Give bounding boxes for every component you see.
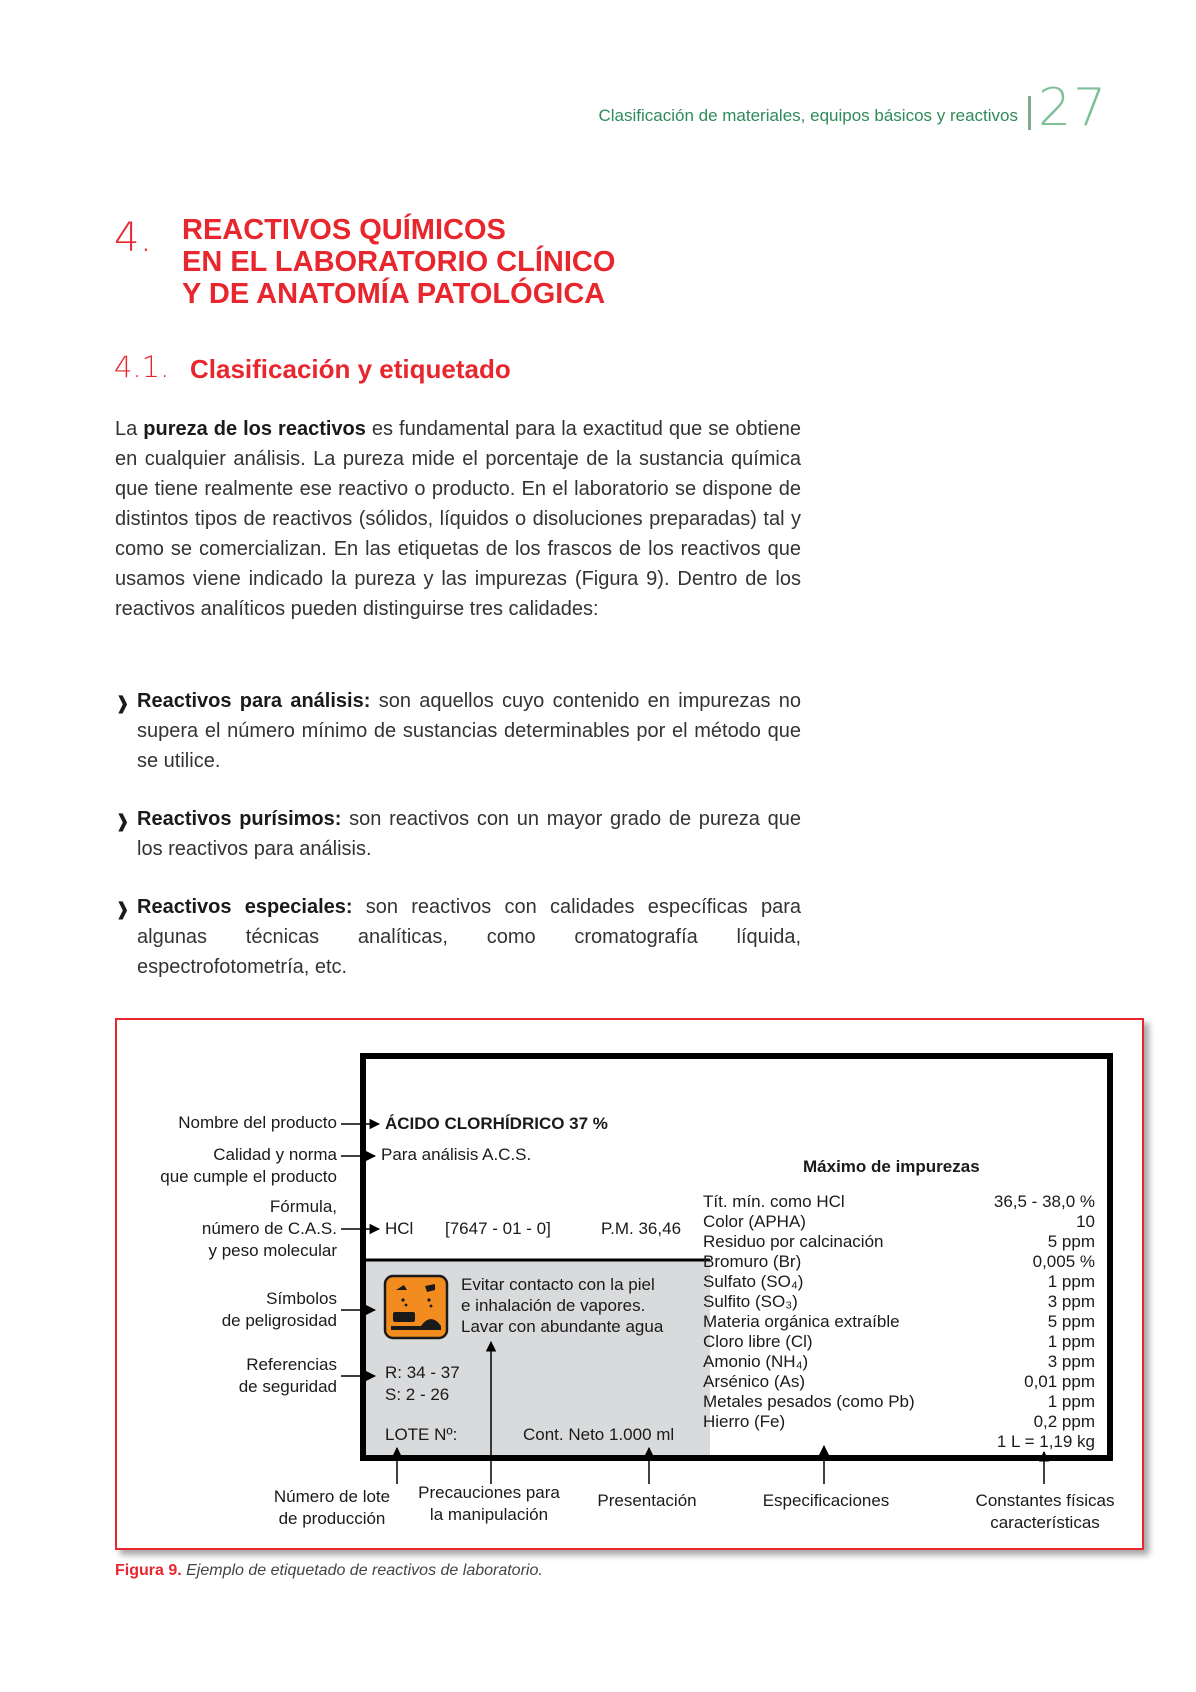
table-row: Sulfito (SO₃) 3 ppm xyxy=(703,1292,1095,1311)
caption-label: Figura 9. xyxy=(115,1562,182,1579)
table-row: Amonio (NH₄) 3 ppm xyxy=(703,1352,1095,1371)
label-product-name: Nombre del producto xyxy=(178,1113,337,1132)
label-symbols: Símbolos de peligrosidad xyxy=(221,1289,337,1330)
bullet-text: son reactivos con calidades específicas para algunas técnicas analíticas, como cromatografía líquida, espectrofotometría, etc. xyxy=(137,896,801,978)
chapter-number: 4. xyxy=(114,215,153,261)
list-item xyxy=(115,804,801,864)
impurities-table xyxy=(703,1192,1095,1452)
page-rule xyxy=(1028,96,1031,130)
table-row: Hierro (Fe) 0,2 ppm xyxy=(703,1412,1095,1431)
product-quality: Para análisis A.C.S. xyxy=(381,1145,532,1164)
product-name: ÁCIDO CLORHÍDRICO 37 % xyxy=(385,1114,608,1133)
table-row xyxy=(703,1432,1095,1452)
section-number: 4.1. xyxy=(114,350,170,384)
intro-paragraph xyxy=(115,414,801,624)
list-item xyxy=(115,686,801,776)
label-references: Referencias de seguridad xyxy=(238,1355,337,1396)
section-title: Clasificación y etiquetado xyxy=(190,354,511,384)
table-row: Bromuro (Br) 0,005 % xyxy=(703,1252,1095,1271)
corrosive-icon xyxy=(385,1276,447,1338)
bullet-marker-icon: ❱ xyxy=(115,899,131,919)
bullet-term: Reactivos especiales: xyxy=(137,896,353,918)
table-row: Materia orgánica extraíble 5 ppm xyxy=(703,1312,1095,1331)
figure-frame xyxy=(115,1018,1144,1550)
intro-text: es fundamental para la exactitud que se obtiene en cualquier análisis. La pureza mide el porcentaje de la sustancia química que tiene realmente ese reactivo o producto. En el laboratorio se dispone de distintos tipos de reactivos (sólidos, líquidos o disoluciones preparadas) tal y como se comercializan. En las etiquetas de los frascos de los reactivos que usamos viene indicado la pureza y las impurezas (Figura 9). Dentro de los reactivos analíticos pueden distinguirse tres calidades: xyxy=(115,418,802,620)
table-row: Arsénico (As) 0,01 ppm xyxy=(703,1372,1095,1391)
r-phrases: R: 34 - 37 xyxy=(385,1363,460,1382)
caption-text: Ejemplo de etiquetado de reactivos de laboratorio. xyxy=(181,1562,543,1579)
lot-number: LOTE Nº: xyxy=(385,1425,458,1444)
table-row: Cloro libre (Cl) 1 ppm xyxy=(703,1332,1095,1351)
bullet-term: Reactivos para análisis: xyxy=(137,690,371,712)
table-row: Tít. mín. como HCl 36,5 - 38,0 % xyxy=(703,1192,1095,1211)
section-heading xyxy=(114,350,814,394)
molecular-weight: P.M. 36,46 xyxy=(601,1219,682,1238)
density: 1 L = 1,19 kg xyxy=(996,1432,1095,1451)
table-row: Sulfato (SO₄) 1 ppm xyxy=(703,1272,1095,1291)
bullet-marker-icon: ❱ xyxy=(115,693,131,713)
label-specifications: Especificaciones xyxy=(762,1491,890,1510)
impurities-title: Máximo de impurezas xyxy=(803,1157,980,1176)
chapter-title: REACTIVOS QUÍMICOS EN EL LABORATORIO CLÍNICO Y DE ANATOMÍA PATOLÓGICA xyxy=(182,214,616,310)
running-title: Clasificación de materiales, equipos básicos y reactivos xyxy=(598,106,1018,125)
label-precautions: Precauciones para la manipulación xyxy=(418,1483,560,1524)
formula: HCl xyxy=(385,1219,414,1238)
page-number: 27 xyxy=(1038,78,1109,138)
label-formula: Fórmula, número de C.A.S. y peso molecular xyxy=(201,1197,337,1260)
list-item xyxy=(115,892,801,982)
table-row: Residuo por calcinación 5 ppm xyxy=(703,1232,1095,1251)
table-row: Color (APHA) 10 xyxy=(703,1212,1095,1231)
bullet-text: son reactivos con un mayor grado de pureza que los reactivos para análisis. xyxy=(137,808,801,860)
label-quality: Calidad y norma que cumple el producto xyxy=(160,1145,337,1186)
label-presentation: Presentación xyxy=(597,1491,697,1510)
table-row: Metales pesados (como Pb) 1 ppm xyxy=(703,1392,1095,1411)
bullet-marker-icon: ❱ xyxy=(115,811,131,831)
intro-lead: La xyxy=(115,418,144,440)
bullet-term: Reactivos purísimos: xyxy=(137,808,342,830)
precautions-text: Evitar contacto con la piel e inhalación de vapores. Lavar con abundante agua xyxy=(461,1275,664,1336)
running-head xyxy=(0,78,1196,142)
net-content: Cont. Neto 1.000 ml xyxy=(523,1425,675,1444)
label-lot: Número de lote de producción xyxy=(273,1487,391,1528)
intro-bold: pureza de los reactivos xyxy=(143,418,366,440)
label-constants: Constantes físicas características xyxy=(975,1491,1115,1532)
s-phrases: S: 2 - 26 xyxy=(385,1385,450,1404)
figure-caption xyxy=(115,1562,543,1580)
bullet-text: son aquellos cuyo contenido en impurezas no supera el número mínimo de sustancias determinables por el método que se utilice. xyxy=(137,690,801,772)
cas-number: [7647 - 01 - 0] xyxy=(445,1219,551,1238)
